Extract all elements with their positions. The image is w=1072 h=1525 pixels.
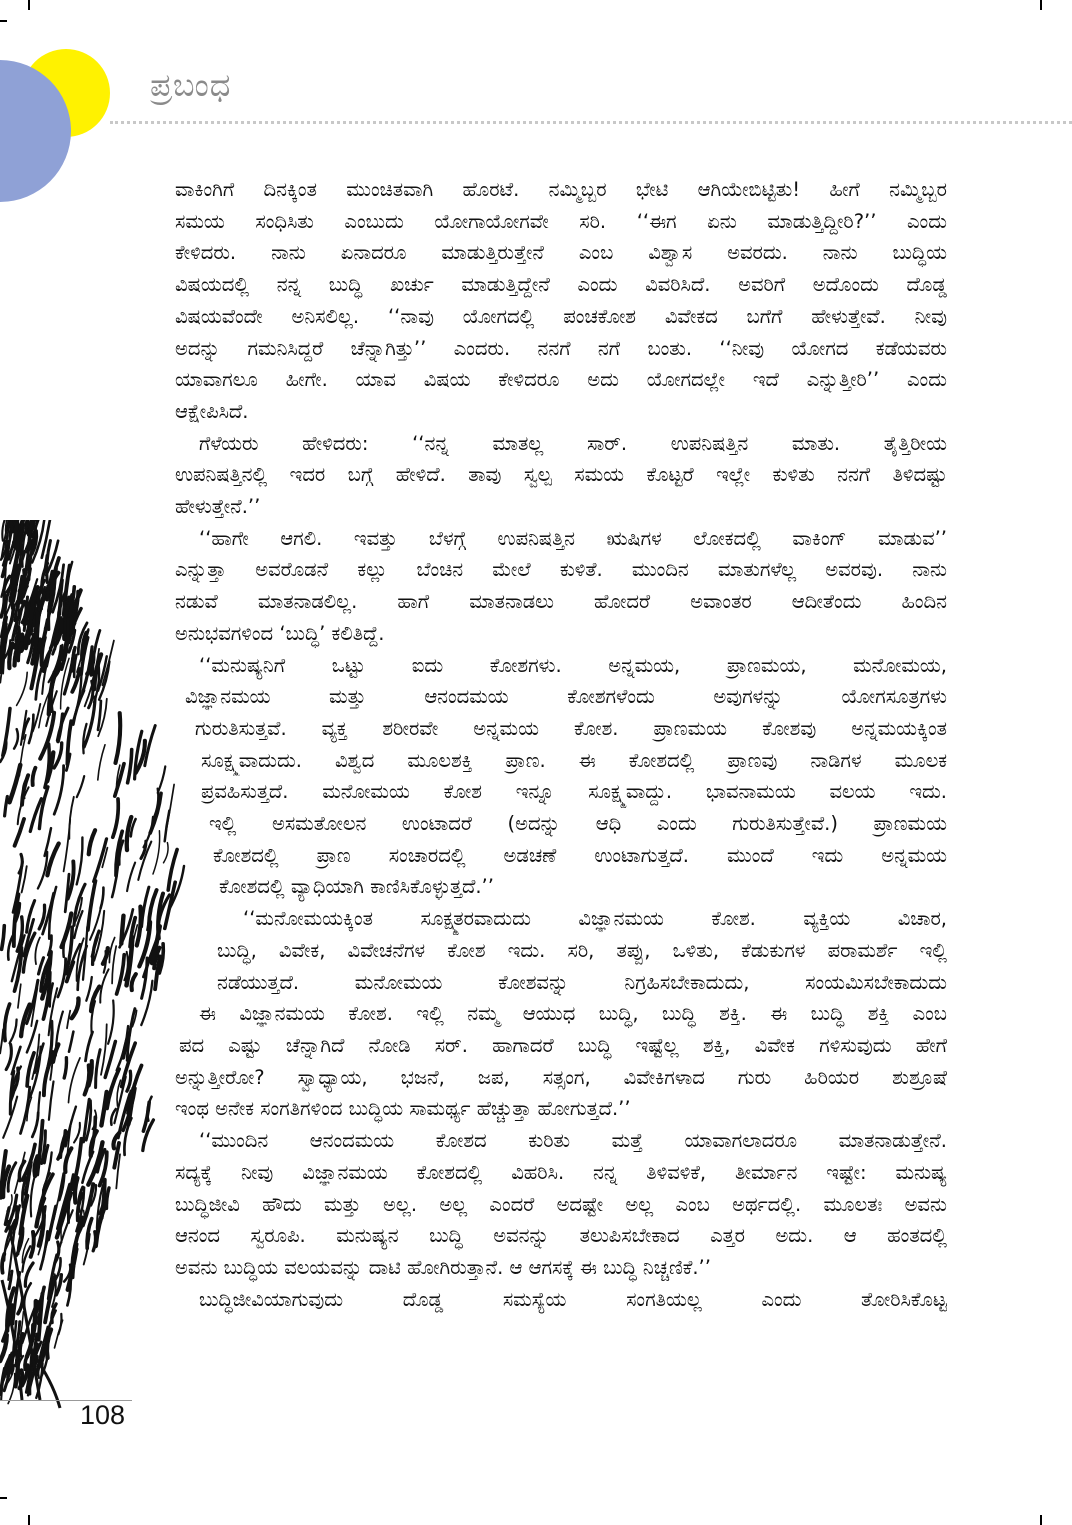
text-line: ಆಕ್ಷೇಪಿಸಿದೆ. [175, 399, 249, 423]
paragraph-3 [175, 523, 947, 650]
sketch-stroke [108, 1001, 114, 1044]
crop-mark-bottom-right [1040, 1515, 1042, 1525]
text-line: ‘‘ಮನೋಮಯಕ್ಕಿಂತ ಸೂಕ್ಷ್ಮತರವಾದುದು ವಿಜ್ಞಾನಮಯ ಕೋಶ. ವ್ಯಕ್ತಿಯ ವಿಚಾರ, [243, 907, 947, 931]
sketch-stroke [85, 1065, 90, 1094]
paragraph-7 [175, 1284, 947, 1316]
sketch-stroke [88, 881, 96, 930]
sketch-stroke [5, 797, 8, 816]
sketch-stroke [64, 1058, 66, 1078]
text-line: ಯಾವಾಗಲೂ ಹೀಗೇ. ಯಾವ ವಿಷಯ ಕೇಳಿದರೂ ಅದು ಯೋಗದಲ್ಲೇ ಇದೆ ಎನ್ನುತ್ತೀರಿ’’ ಎಂದು [175, 368, 947, 392]
sketch-stroke [86, 977, 92, 1001]
sketch-stroke [69, 797, 74, 839]
text-line: ವಿಷಯದಲ್ಲಿ ನನ್ನ ಬುದ್ಧಿ ಖರ್ಚು ಮಾಡುತ್ತಿದ್ದೇನೆ ಎಂದು ವಿವರಿಸಿದೆ. ಅವರಿಗೆ ಅದೊಂದು ದೊಡ್ಡ [175, 273, 947, 297]
pen-sketch-illustration [0, 520, 190, 1410]
sketch-stroke [10, 1020, 17, 1044]
sketch-stroke [96, 1050, 101, 1088]
sketch-stroke [77, 837, 83, 884]
sketch-stroke [93, 1232, 95, 1251]
sketch-stroke [31, 1232, 34, 1257]
sketch-stroke [27, 1053, 34, 1086]
sketch-stroke [15, 819, 24, 846]
text-line: ಕೋಶದಲ್ಲಿ ಪ್ರಾಣ ಸಂಚಾರದಲ್ಲಿ ಅಡಚಣೆ ಉಂಟಾಗುತ್ತದೆ. ಮುಂದೆ ಇದು ಅನ್ನಮಯ [213, 843, 947, 867]
sketch-stroke [10, 765, 21, 802]
text-line: ಕೋಶದಲ್ಲಿ ವ್ಯಾಧಿಯಾಗಿ ಕಾಣಿಸಿಕೊಳ್ಳುತ್ತದೆ.’’ [219, 875, 494, 899]
text-line: ‘‘ಮುಂದಿನ ಆನಂದಮಯ ಕೋಶದ ಕುರಿತು ಮತ್ತೆ ಯಾವಾಗಲಾದರೂ ಮಾತನಾಡುತ್ತೇನೆ. [199, 1129, 947, 1153]
sketch-stroke [86, 1032, 93, 1061]
paragraph-5 [175, 903, 947, 1125]
text-line: ಗೆಳೆಯರು ಹೇಳಿದರು: ‘‘ನನ್ನ ಮಾತಲ್ಲ ಸಾರ್. ಉಪನಿಷತ್ತಿನ ಮಾತು. ತೈತ್ತಿರೀಯ [199, 431, 947, 455]
text-line: ಪ್ರವಹಿಸುತ್ತದೆ. ಮನೋಮಯ ಕೋಶ ಇನ್ನೂ ಸೂಕ್ಷ್ಮವಾದ್ದು. ಭಾವನಾಮಯ ವಲಯ ಇದು. [201, 780, 947, 804]
sketch-stroke [101, 1024, 107, 1075]
text-line: ಅದನ್ನು ಗಮನಿಸಿದ್ದರೆ ಚೆನ್ನಾಗಿತ್ತು’’ ಎಂದರು. ನನಗೆ ನಗೆ ಬಂತು. ‘‘ನೀವು ಯೋಗದ ಕಡೆಯವರು [175, 336, 947, 360]
text-line: ಸದ್ಯಕ್ಕೆ ನೀವು ವಿಜ್ಞಾನಮಯ ಕೋಶದಲ್ಲಿ ವಿಹರಿಸಿ. ನನ್ನ ತಿಳಿವಳಿಕೆ, ತೀರ್ಮಾನ ಇಷ್ಟೇ: ಮನುಷ್ಯ [175, 1160, 947, 1184]
sketch-stroke [158, 766, 166, 793]
sketch-stroke [2, 926, 5, 950]
text-line: ಅವನು ಬುದ್ಧಿಯ ವಲಯವನ್ನು ದಾಟಿ ಹೋಗಿರುತ್ತಾನೆ. ಆ ಆಗಸಕ್ಕೆ ಈ ಬುದ್ಧಿ ನಿಚ್ಚಣಿಕೆ.’’ [175, 1255, 711, 1279]
sketch-stroke [65, 1148, 71, 1172]
paragraph-4 [175, 650, 947, 904]
sketch-stroke [49, 1082, 54, 1120]
sketch-stroke [14, 729, 18, 748]
sketch-stroke [54, 743, 62, 768]
sketch-stroke [128, 750, 132, 783]
sketch-stroke [72, 998, 79, 1018]
sketch-stroke [54, 766, 63, 815]
sketch-stroke [91, 987, 99, 1012]
text-line: ಎನ್ನುತ್ತಾ ಅವರೊಡನೆ ಕಲ್ಲು ಬೆಂಚಿನ ಮೇಲೆ ಕುಳಿತೆ. ಮುಂದಿನ ಮಾತುಗಳೆಲ್ಲ ಅವರವು. ನಾನು [175, 558, 947, 582]
text-line: ಅನ್ನುತ್ತೀರೋ? ಸ್ವಾಧ್ಯಾಯ, ಭಜನೆ, ಜಪ, ಸತ್ಸಂಗ, ವಿವೇಕಿಗಳಾದ ಗುರು ಹಿರಿಯರ ಶುಶ್ರೂಷೆ [175, 1065, 947, 1089]
sketch-stroke [100, 969, 108, 1002]
sketch-stroke [116, 713, 121, 763]
sketch-stroke [74, 1123, 80, 1143]
sketch-stroke [72, 1227, 81, 1268]
sketch-stroke [98, 745, 105, 780]
sketch-stroke [31, 1174, 36, 1216]
sketch-stroke [39, 787, 48, 829]
sketch-stroke [69, 1032, 73, 1052]
sketch-stroke [17, 672, 28, 705]
sketch-stroke [32, 1113, 38, 1137]
text-line: ವಾಕಿಂಗಿಗೆ ದಿನಕ್ಕಿಂತ ಮುಂಚಿತವಾಗಿ ಹೊರಟೆ. ನಮ್ಮಿಬ್ಬರ ಭೇಟಿ ಆಗಿಯೇಬಿಟ್ಟಿತು! ಹೀಗೆ ನಮ್ಮಿಬ್ಬರ [175, 178, 947, 201]
text-line: ಬುದ್ಧಿಜೀವಿಯಾಗುವುದು ದೊಡ್ಡ ಸಮಸ್ಯೆಯ ಸಂಗತಿಯಲ್ಲ ಎಂದು ತೋರಿಸಿಕೊಟ್ಟ [199, 1287, 947, 1311]
text-line: ಆನಂದ ಸ್ವರೂಪಿ. ಮನುಷ್ಯನ ಬುದ್ಧಿ ಅವನನ್ನು ತಲುಪಿಸಬೇಕಾದ ಎತ್ತರ ಅದು. ಆ ಹಂತದಲ್ಲಿ [175, 1224, 947, 1248]
sketch-stroke [131, 974, 135, 990]
sketch-stroke [165, 811, 170, 842]
paragraph-6 [175, 1125, 947, 1284]
text-line: ಹೇಳುತ್ತೇನೆ.’’ [175, 495, 261, 519]
sketch-stroke [67, 1011, 70, 1028]
text-line: ‘‘ಮನುಷ್ಯನಿಗೆ ಒಟ್ಟು ಐದು ಕೋಶಗಳು. ಅನ್ನಮಯ, ಪ್ರಾಣಮಯ, ಮನೋಮಯ, [199, 653, 947, 677]
sketch-stroke [112, 946, 116, 983]
text-line: ವಿಷಯವೆಂದೇ ಅನಿಸಲಿಲ್ಲ. ‘‘ನಾವು ಯೋಗದಲ್ಲಿ ಪಂಚಕೋಶ ವಿವೇಕದ ಬಗೆಗೆ ಹೇಳುತ್ತೇವೆ. ನೀವು [175, 304, 947, 328]
text-line: ನಡುವೆ ಮಾತನಾಡಲಿಲ್ಲ. ಹಾಗೆ ಮಾತನಾಡಲು ಹೋದರೆ ಅವಾಂತರ ಆದೀತೆಂದು ಹಿಂದಿನ [175, 590, 947, 614]
crop-mark-bottom-left [28, 1515, 30, 1525]
sketch-stroke [38, 852, 47, 889]
sketch-stroke [55, 1242, 59, 1263]
sketch-stroke [51, 675, 55, 711]
sketch-stroke [113, 799, 118, 837]
article-body [175, 174, 947, 1315]
sketch-stroke [77, 776, 84, 797]
text-line: ಕೇಳಿದರು. ನಾನು ಏನಾದರೂ ಮಾಡುತ್ತಿರುತ್ತೇನೆ ಎಂಬ ವಿಶ್ವಾಸ ಅವರದು. ನಾನು ಬುದ್ಧಿಯ [175, 241, 947, 265]
text-line: ಇಂಥ ಅನೇಕ ಸಂಗತಿಗಳಿಂದ ಬುದ್ಧಿಯ ಸಾಮರ್ಥ್ಯ ಹೆಚ್ಚುತ್ತಾ ಹೋಗುತ್ತದೆ.’’ [175, 1097, 631, 1121]
paragraph-1 [175, 174, 947, 428]
text-line: ಬುದ್ಧಿ, ವಿವೇಕ, ವಿವೇಚನೆಗಳ ಕೋಶ ಇದು. ಸರಿ, ತಪ್ಪು, ಒಳಿತು, ಕೆಡುಕುಗಳ ಪರಾಮರ್ಶೆ ಇಲ್ಲಿ [217, 938, 947, 962]
sketch-stroke [98, 701, 101, 730]
sketch-stroke [6, 1044, 11, 1069]
crop-mark-top-right [1040, 0, 1042, 10]
text-line: ಪದ ಎಷ್ಟು ಚೆನ್ನಾಗಿದೆ ನೋಡಿ ಸರ್. ಹಾಗಾದರೆ ಬುದ್ಧಿ ಇಷ್ಟೆಲ್ಲ ಶಕ್ತಿ, ವಿವೇಕ ಗಳಿಸುವುದು ಹೇಗೆ [179, 1033, 947, 1057]
text-line: ಇಲ್ಲಿ ಅಸಮತೋಲನ ಉಂಟಾದರೆ (ಅದನ್ನು ಆಧಿ ಎಂದು ಗುರುತಿಸುತ್ತೇವೆ.) ಪ್ರಾಣಮಯ [209, 812, 947, 836]
decorative-circles [0, 0, 130, 210]
sketch-stroke [18, 984, 21, 1008]
sketch-stroke [101, 1092, 106, 1126]
sketch-stroke [89, 830, 95, 854]
sketch-stroke [47, 1330, 51, 1359]
sketch-stroke [35, 938, 40, 965]
sketch-stroke [39, 905, 44, 929]
section-title: ಪ್ರಬಂಧ [150, 66, 232, 104]
sketch-stroke [55, 1320, 63, 1348]
dotted-rule [110, 121, 1072, 124]
sketch-stroke [0, 1029, 3, 1053]
text-line: ನಡೆಯುತ್ತದೆ. ಮನೋಮಯ ಕೋಶವನ್ನು ನಿಗ್ರಹಿಸಬೇಕಾದುದು, ಸಂಯಮಿಸಬೇಕಾದುದು [217, 970, 947, 994]
sketch-stroke [69, 1058, 81, 1103]
sketch-stroke [63, 927, 68, 957]
sketch-stroke [127, 863, 135, 892]
sketch-stroke [33, 768, 36, 785]
text-line: ವಿಜ್ಞಾನಮಯ ಮತ್ತು ಆನಂದಮಯ ಕೋಶಗಳೆಂದು ಅವುಗಳನ್ನು ಯೋಗಸೂತ್ರಗಳು [185, 685, 947, 709]
text-line: ಸಮಯ ಸಂಧಿಸಿತು ಎಂಬುದು ಯೋಗಾಯೋಗವೇ ಸರಿ. ‘‘ಈಗ ಏನು ಮಾಡುತ್ತಿದ್ದೀರಿ?’’ ಎಂದು [175, 209, 947, 233]
sketch-stroke [47, 844, 58, 876]
text-line: ಉಪನಿಷತ್ತಿನಲ್ಲಿ ಇದರ ಬಗ್ಗೆ ಹೇಳಿದೆ. ತಾವು ಸ್ವಲ್ಪ ಸಮಯ ಕೊಟ್ಟರೆ ಇಲ್ಲೇ ಕುಳಿತು ನನಗೆ ತಿಳಿದಷ್ಟು [175, 463, 947, 487]
text-line: ‘‘ಹಾಗೇ ಆಗಲಿ. ಇವತ್ತು ಬೆಳಗ್ಗೆ ಉಪನಿಷತ್ತಿನ ಋಷಿಗಳ ಲೋಕದಲ್ಲಿ ವಾಕಿಂಗ್ ಮಾಡುವ’’ [199, 526, 947, 550]
sketch-stroke [58, 959, 66, 997]
sketch-stroke [127, 1071, 131, 1091]
sketch-stroke [36, 668, 42, 699]
sketch-stroke [164, 843, 169, 863]
sketch-stroke [153, 831, 160, 874]
sketch-stroke [101, 888, 104, 909]
sketch-stroke [48, 1206, 55, 1239]
sketch-stroke [64, 819, 71, 871]
text-line: ಈ ವಿಜ್ಞಾನಮಯ ಕೋಶ. ಇಲ್ಲಿ ನಮ್ಮ ಆಯುಧ ಬುದ್ಧಿ, ಬುದ್ಧಿ ಶಕ್ತಿ. ಈ ಬುದ್ಧಿ ಶಕ್ತಿ ಎಂಬ [199, 1002, 947, 1026]
sketch-stroke [37, 1121, 42, 1175]
text-line: ಸೂಕ್ಷ್ಮವಾದುದು. ವಿಶ್ವದ ಮೂಲಶಕ್ತಿ ಪ್ರಾಣ. ಈ ಕೋಶದಲ್ಲಿ ಪ್ರಾಣವು ನಾಡಿಗಳ ಮೂಲಕ [201, 748, 947, 772]
sketch-stroke [19, 854, 22, 873]
sketch-stroke [5, 1004, 10, 1041]
sketch-stroke [117, 955, 125, 994]
text-line: ಬುದ್ಧಿಜೀವಿ ಹೌದು ಮತ್ತು ಅಲ್ಲ. ಅಲ್ಲ ಎಂದರೆ ಅದಷ್ಟೇ ಅಲ್ಲ ಎಂಬ ಅರ್ಥದಲ್ಲಿ. ಮೂಲತಃ ಅವನು [175, 1192, 947, 1216]
page-number: 108 [80, 1400, 126, 1430]
text-line: ಗುರುತಿಸುತ್ತವೆ. ವ್ಯಕ್ತ ಶರೀರವೇ ಅನ್ನಮಯ ಕೋಶ. ಪ್ರಾಣಮಯ ಕೋಶವು ಅನ್ನಮಯಕ್ಕಿಂತ [195, 716, 947, 740]
paragraph-2 [175, 428, 947, 523]
text-line: ಅನುಭವಗಳಿಂದ ‘ಬುದ್ಧಿ’ ಕಲಿತಿದ್ದೆ. [175, 621, 385, 645]
sketch-stroke [105, 1041, 115, 1077]
crop-mark-left-lower [0, 1497, 7, 1499]
